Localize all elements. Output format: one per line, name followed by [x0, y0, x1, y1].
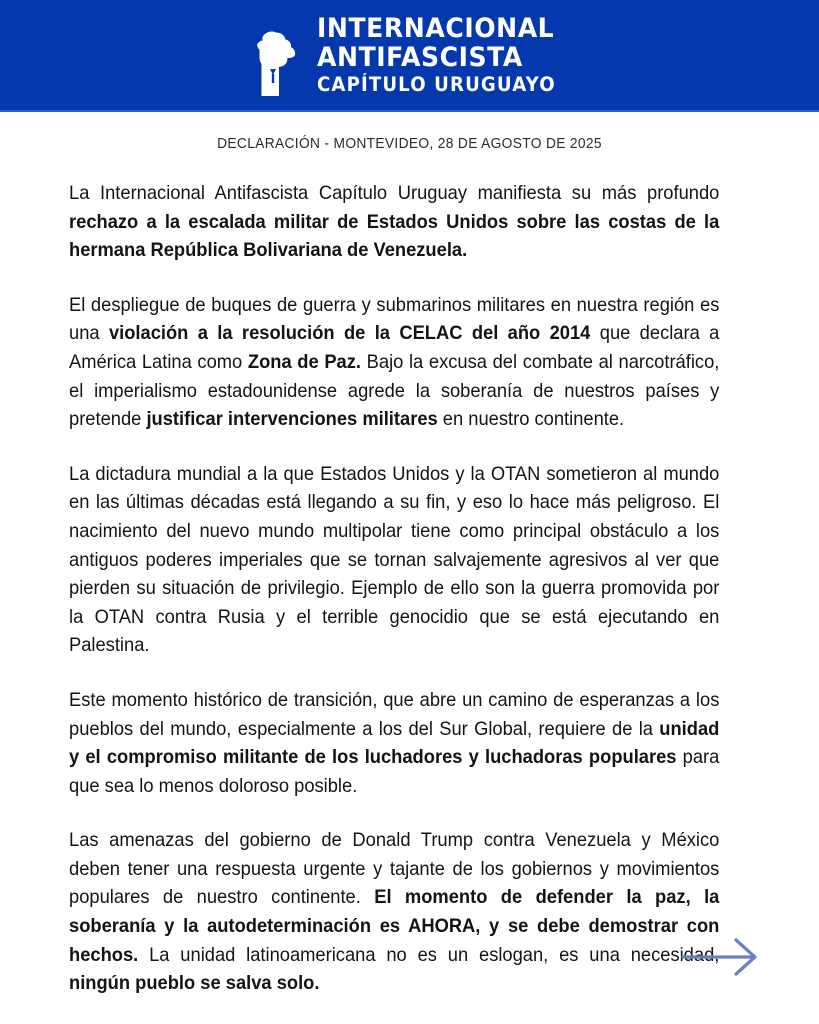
paragraph-4: Este momento histórico de transición, que abre un camino de esperanzas a los pueblos del mundo, especialmente a los del Sur Global, requiere de la unidad y el compromiso militante de los luchadores y luchadoras populares para que sea lo menos doloroso posible.: [69, 689, 720, 797]
emphasis-text: unidad y el compromiso militante de los luchadores y luchadoras populares: [69, 718, 720, 769]
arrow-right-icon[interactable]: [679, 936, 761, 976]
emphasis-text: rechazo a la escalada militar de Estados Unidos sobre las costas de la hermana República Bolivariana de Venezuela.: [69, 211, 720, 262]
brand-lockup: [245, 12, 574, 98]
header-band: [0, 0, 819, 112]
raised-fist-icon: [245, 12, 301, 98]
paragraph-5: Las amenazas del gobierno de Donald Trump contra Venezuela y México deben tener una respuesta urgente y tajante de los gobiernos y movimientos populares de nuestro continente. El momento de defender la paz, la soberanía y la autodeterminación es AHORA, y se debe demostrar con hechos. La unidad latinoamericana no es un eslogan, es una necesidad, ningún pueblo se salva solo.: [69, 830, 720, 995]
emphasis-text: El momento de defender la paz, la soberanía y la autodeterminación es AHORA, y se debe demostrar con hechos.: [69, 887, 720, 966]
emphasis-text: ningún pueblo se salva solo.: [69, 973, 320, 995]
emphasis-text: justificar intervenciones militares: [146, 409, 438, 431]
brand-text: [317, 15, 574, 95]
brand-line-internacional: INTERNACIONAL: [317, 13, 555, 45]
dateline: DECLARACIÓN - MONTEVIDEO, 28 DE AGOSTO DE 2025: [217, 136, 602, 152]
emphasis-text: Zona de Paz.: [247, 351, 362, 373]
paragraph-1: La Internacional Antifascista Capítulo Uruguay manifiesta su más profundo rechazo a la escalada militar de Estados Unidos sobre las costas de la hermana República Bolivariana de Venezuela.: [69, 183, 720, 262]
paragraph-2: El despliegue de buques de guerra y submarinos militares en nuestra región es una violación a la resolución de la CELAC del año 2014 que declara a América Latina como Zona de Paz. Bajo la excusa del combate al narcotráfico, el imperialismo estadounidense agrede la soberanía de nuestros países y pretende justificar intervenciones militares en nuestro continente.: [69, 294, 720, 431]
declaration-body: [69, 180, 750, 999]
emphasis-text: violación a la resolución de la CELAC del año 2014: [108, 323, 591, 345]
brand-line-antifascista: ANTIFASCISTA: [317, 42, 524, 74]
paragraph-3: La dictadura mundial a la que Estados Unidos y la OTAN sometieron al mundo en las últimas décadas está llegando a su fin, y eso lo hace más peligroso. El nacimiento del nuevo mundo multipolar tiene como principal obstáculo a los antiguos poderes imperiales que se tornan salvajemente agresivos al ver que pierden su situación de privilegio. Ejemplo de ello son la guerra promovida por la OTAN contra Rusia y el terrible genocidio que se está ejecutando en Palestina.: [69, 463, 720, 657]
next-page-indicator[interactable]: [679, 936, 761, 976]
brand-line-capitulo-uruguayo: CAPÍTULO URUGUAYO: [317, 73, 556, 97]
